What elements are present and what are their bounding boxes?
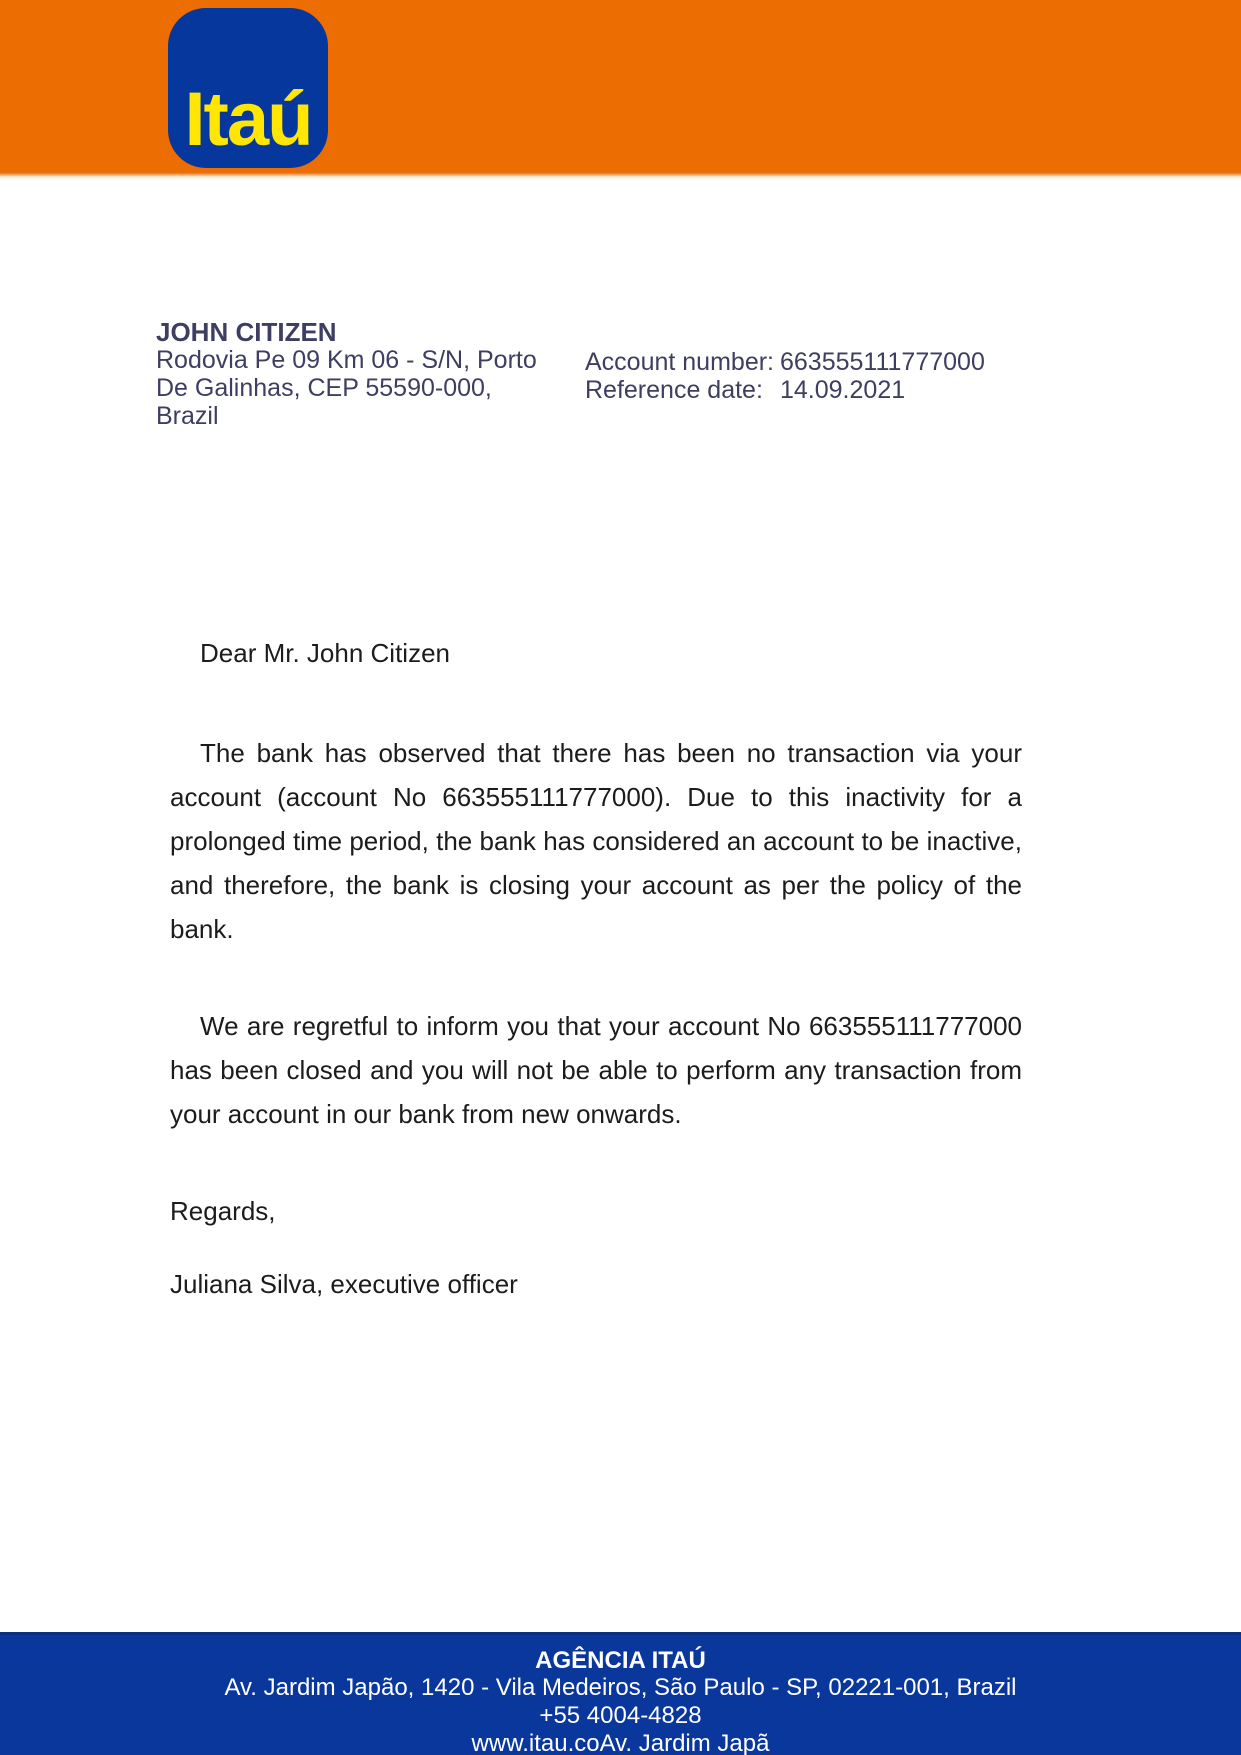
- recipient-address-line: De Galinhas, CEP 55590-000,: [156, 374, 492, 402]
- closing: Regards,: [170, 1196, 276, 1226]
- reference-date-label: Reference date:: [585, 376, 763, 404]
- greeting: Dear Mr. John Citizen: [200, 638, 450, 668]
- paragraph-2: We are regretful to inform you that your account No 663555111777000 has been closed and you will not be able to perform any transaction from your account in our bank from new onwards.: [170, 1011, 1022, 1129]
- reference-date-value: 14.09.2021: [780, 376, 906, 404]
- recipient-block: [156, 318, 576, 430]
- account-meta-block: [585, 348, 985, 404]
- itau-logo-text: Itaú: [184, 77, 312, 162]
- recipient-address-line: Brazil: [156, 402, 219, 430]
- footer-band: [0, 1632, 1241, 1755]
- signature: Juliana Silva, executive officer: [170, 1269, 518, 1299]
- account-number-value: 663555111777000: [780, 348, 985, 376]
- itau-logo: [168, 8, 328, 168]
- account-number-label: Account number:: [585, 348, 774, 376]
- footer-agency-title: AGÊNCIA ITAÚ: [535, 1647, 706, 1674]
- letter-body: [170, 637, 1022, 1306]
- recipient-name: JOHN CITIZEN: [156, 317, 337, 347]
- header-bottom-fade: [0, 172, 1241, 179]
- account-number-row: [585, 348, 985, 376]
- footer-address: Av. Jardim Japão, 1420 - Vila Medeiros, São Paulo - SP, 02221-001, Brazil: [224, 1674, 1017, 1701]
- footer-phone: +55 4004-4828: [539, 1702, 702, 1729]
- recipient-address-line: Rodovia Pe 09 Km 06 - S/N, Porto: [156, 346, 537, 374]
- footer-website: www.itau.coAv. Jardim Japã: [471, 1730, 770, 1755]
- reference-date-row: [585, 376, 985, 404]
- paragraph-1: The bank has observed that there has been no transaction via your account (account No 663555111777000). Due to this inactivity for a prolonged time period, the bank has considered an account to be inactive, and therefore, the bank is closing your account as per the policy of the bank.: [170, 738, 1022, 944]
